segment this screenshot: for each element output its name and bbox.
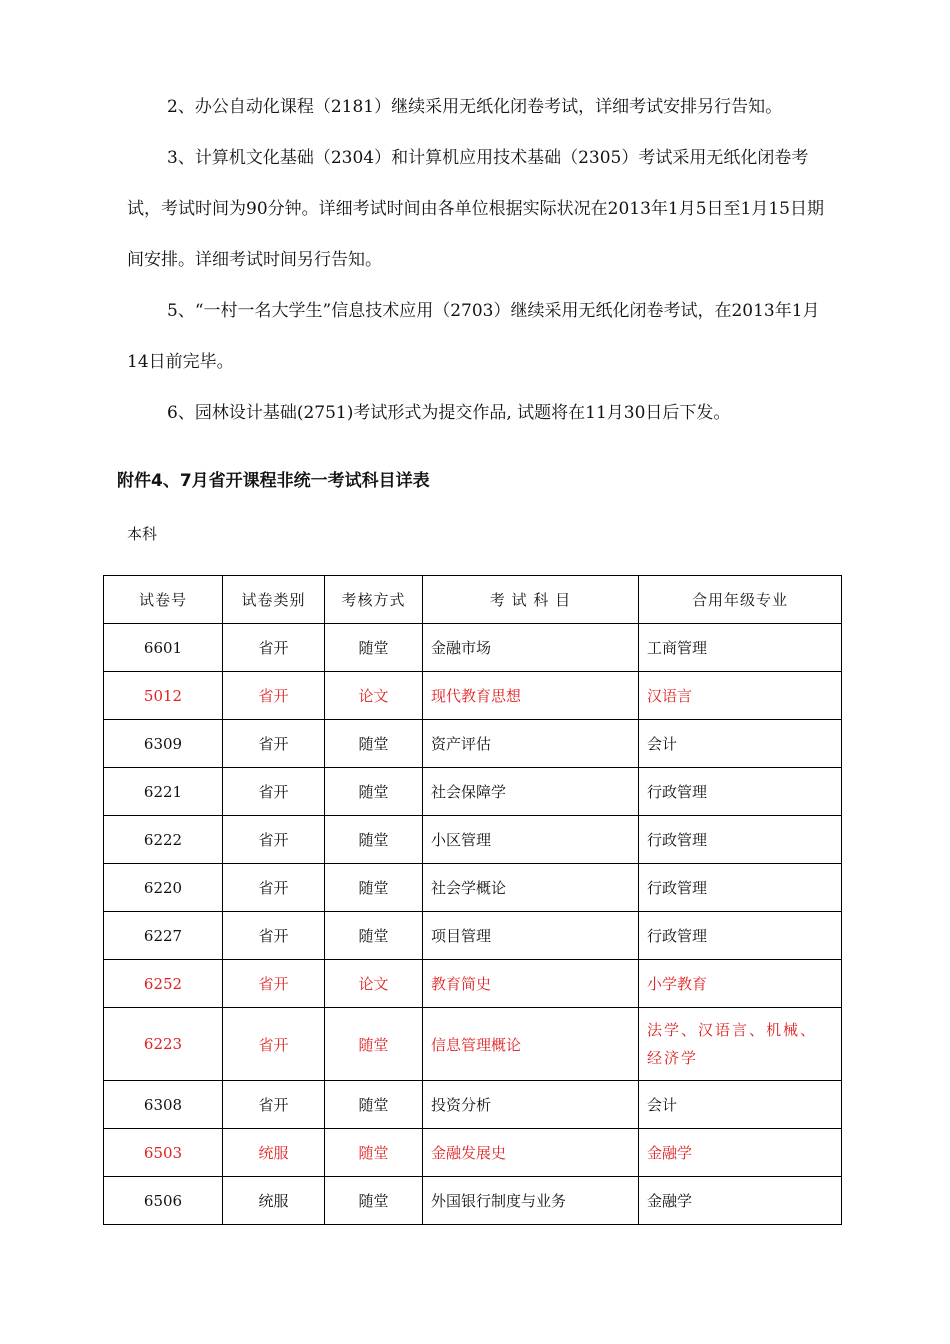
table-row — [104, 624, 842, 672]
paper-category-cell: 统服 — [223, 1129, 325, 1177]
paper-category-cell: 省开 — [223, 1008, 325, 1081]
applicable-major-cell: 工商管理 — [639, 624, 842, 672]
assessment-method-cell: 随堂 — [325, 720, 423, 768]
table-row — [104, 1081, 842, 1129]
paragraph-office-automation: 2、办公自动化课程（2181）继续采用无纸化闭卷考试，详细考试安排另行告知。 — [167, 97, 783, 117]
paper-number-cell: 6227 — [104, 912, 223, 960]
applicable-major-cell: 会计 — [639, 720, 842, 768]
exam-subject-cell: 信息管理概论 — [423, 1008, 639, 1081]
table-body — [104, 624, 842, 1225]
assessment-method-cell: 随堂 — [325, 1129, 423, 1177]
table-row — [104, 960, 842, 1008]
paper-category-cell: 省开 — [223, 1081, 325, 1129]
header-assessment-method: 考核方式 — [325, 576, 423, 624]
assessment-method-cell: 随堂 — [325, 912, 423, 960]
paper-category-cell: 省开 — [223, 912, 325, 960]
table-row — [104, 768, 842, 816]
exam-subjects-table — [103, 575, 842, 1225]
paper-number-cell: 6601 — [104, 624, 223, 672]
table-row — [104, 864, 842, 912]
applicable-major-cell: 法学、汉语言、机械、经济学 — [639, 1008, 842, 1081]
table-row — [104, 1129, 842, 1177]
exam-subject-cell: 投资分析 — [423, 1081, 639, 1129]
table-row — [104, 720, 842, 768]
header-paper-number: 试卷号 — [104, 576, 223, 624]
assessment-method-cell: 随堂 — [325, 816, 423, 864]
applicable-major-cell: 金融学 — [639, 1177, 842, 1225]
paper-number-cell: 6252 — [104, 960, 223, 1008]
header-applicable-major: 合用年级专业 — [639, 576, 842, 624]
assessment-method-cell: 随堂 — [325, 1008, 423, 1081]
paragraph-village-student: 5、“一村一名大学生”信息技术应用（2703）继续采用无纸化闭卷考试，在2013年1月14日前完毕。 — [127, 301, 820, 372]
applicable-major-cell: 会计 — [639, 1081, 842, 1129]
table-row — [104, 1177, 842, 1225]
assessment-method-cell: 随堂 — [325, 1081, 423, 1129]
assessment-method-cell: 随堂 — [325, 864, 423, 912]
paper-category-cell: 统服 — [223, 1177, 325, 1225]
exam-subject-cell: 资产评估 — [423, 720, 639, 768]
exam-subject-cell: 社会保障学 — [423, 768, 639, 816]
paper-number-cell: 6221 — [104, 768, 223, 816]
paper-number-cell: 6223 — [104, 1008, 223, 1081]
assessment-method-cell: 随堂 — [325, 1177, 423, 1225]
applicable-major-cell: 汉语言 — [639, 672, 842, 720]
paper-category-cell: 省开 — [223, 960, 325, 1008]
exam-subject-cell: 项目管理 — [423, 912, 639, 960]
exam-subject-cell: 小区管理 — [423, 816, 639, 864]
section-title: 附件4、7月省开课程非统一考试科目详表 — [117, 471, 430, 491]
exam-subject-cell: 金融发展史 — [423, 1129, 639, 1177]
exam-subject-cell: 金融市场 — [423, 624, 639, 672]
paper-category-cell: 省开 — [223, 720, 325, 768]
exam-subject-cell: 教育简史 — [423, 960, 639, 1008]
paper-category-cell: 省开 — [223, 672, 325, 720]
applicable-major-cell: 行政管理 — [639, 912, 842, 960]
table-row — [104, 1008, 842, 1081]
paper-number-cell: 6503 — [104, 1129, 223, 1177]
table-row — [104, 912, 842, 960]
applicable-major-cell: 行政管理 — [639, 768, 842, 816]
assessment-method-cell: 论文 — [325, 672, 423, 720]
assessment-method-cell: 随堂 — [325, 768, 423, 816]
paragraph-garden-design: 6、园林设计基础(2751)考试形式为提交作品, 试题将在11月30日后下发。 — [167, 403, 731, 423]
paper-number-cell: 6506 — [104, 1177, 223, 1225]
level-label: 本科 — [127, 525, 158, 543]
paper-category-cell: 省开 — [223, 816, 325, 864]
paper-number-cell: 5012 — [104, 672, 223, 720]
exam-subject-cell: 外国银行制度与业务 — [423, 1177, 639, 1225]
applicable-major-cell: 小学教育 — [639, 960, 842, 1008]
table-row — [104, 672, 842, 720]
exam-subject-cell: 现代教育思想 — [423, 672, 639, 720]
table-header-row — [104, 576, 842, 624]
paper-category-cell: 省开 — [223, 768, 325, 816]
paper-number-cell: 6222 — [104, 816, 223, 864]
paper-category-cell: 省开 — [223, 624, 325, 672]
exam-subject-cell: 社会学概论 — [423, 864, 639, 912]
paper-number-cell: 6220 — [104, 864, 223, 912]
header-paper-category: 试卷类别 — [223, 576, 325, 624]
table-row — [104, 816, 842, 864]
applicable-major-cell: 行政管理 — [639, 864, 842, 912]
paper-number-cell: 6308 — [104, 1081, 223, 1129]
paper-category-cell: 省开 — [223, 864, 325, 912]
paragraph-computer-basics: 3、计算机文化基础（2304）和计算机应用技术基础（2305）考试采用无纸化闭卷考试，考试时间为90分钟。详细考试时间由各单位根据实际状况在2013年1月5日至1月15日期间安排。详细考试时间另行告知。 — [127, 148, 824, 270]
applicable-major-cell: 行政管理 — [639, 816, 842, 864]
assessment-method-cell: 论文 — [325, 960, 423, 1008]
applicable-major-cell: 金融学 — [639, 1129, 842, 1177]
assessment-method-cell: 随堂 — [325, 624, 423, 672]
paper-number-cell: 6309 — [104, 720, 223, 768]
header-exam-subject: 考 试 科 目 — [423, 576, 639, 624]
